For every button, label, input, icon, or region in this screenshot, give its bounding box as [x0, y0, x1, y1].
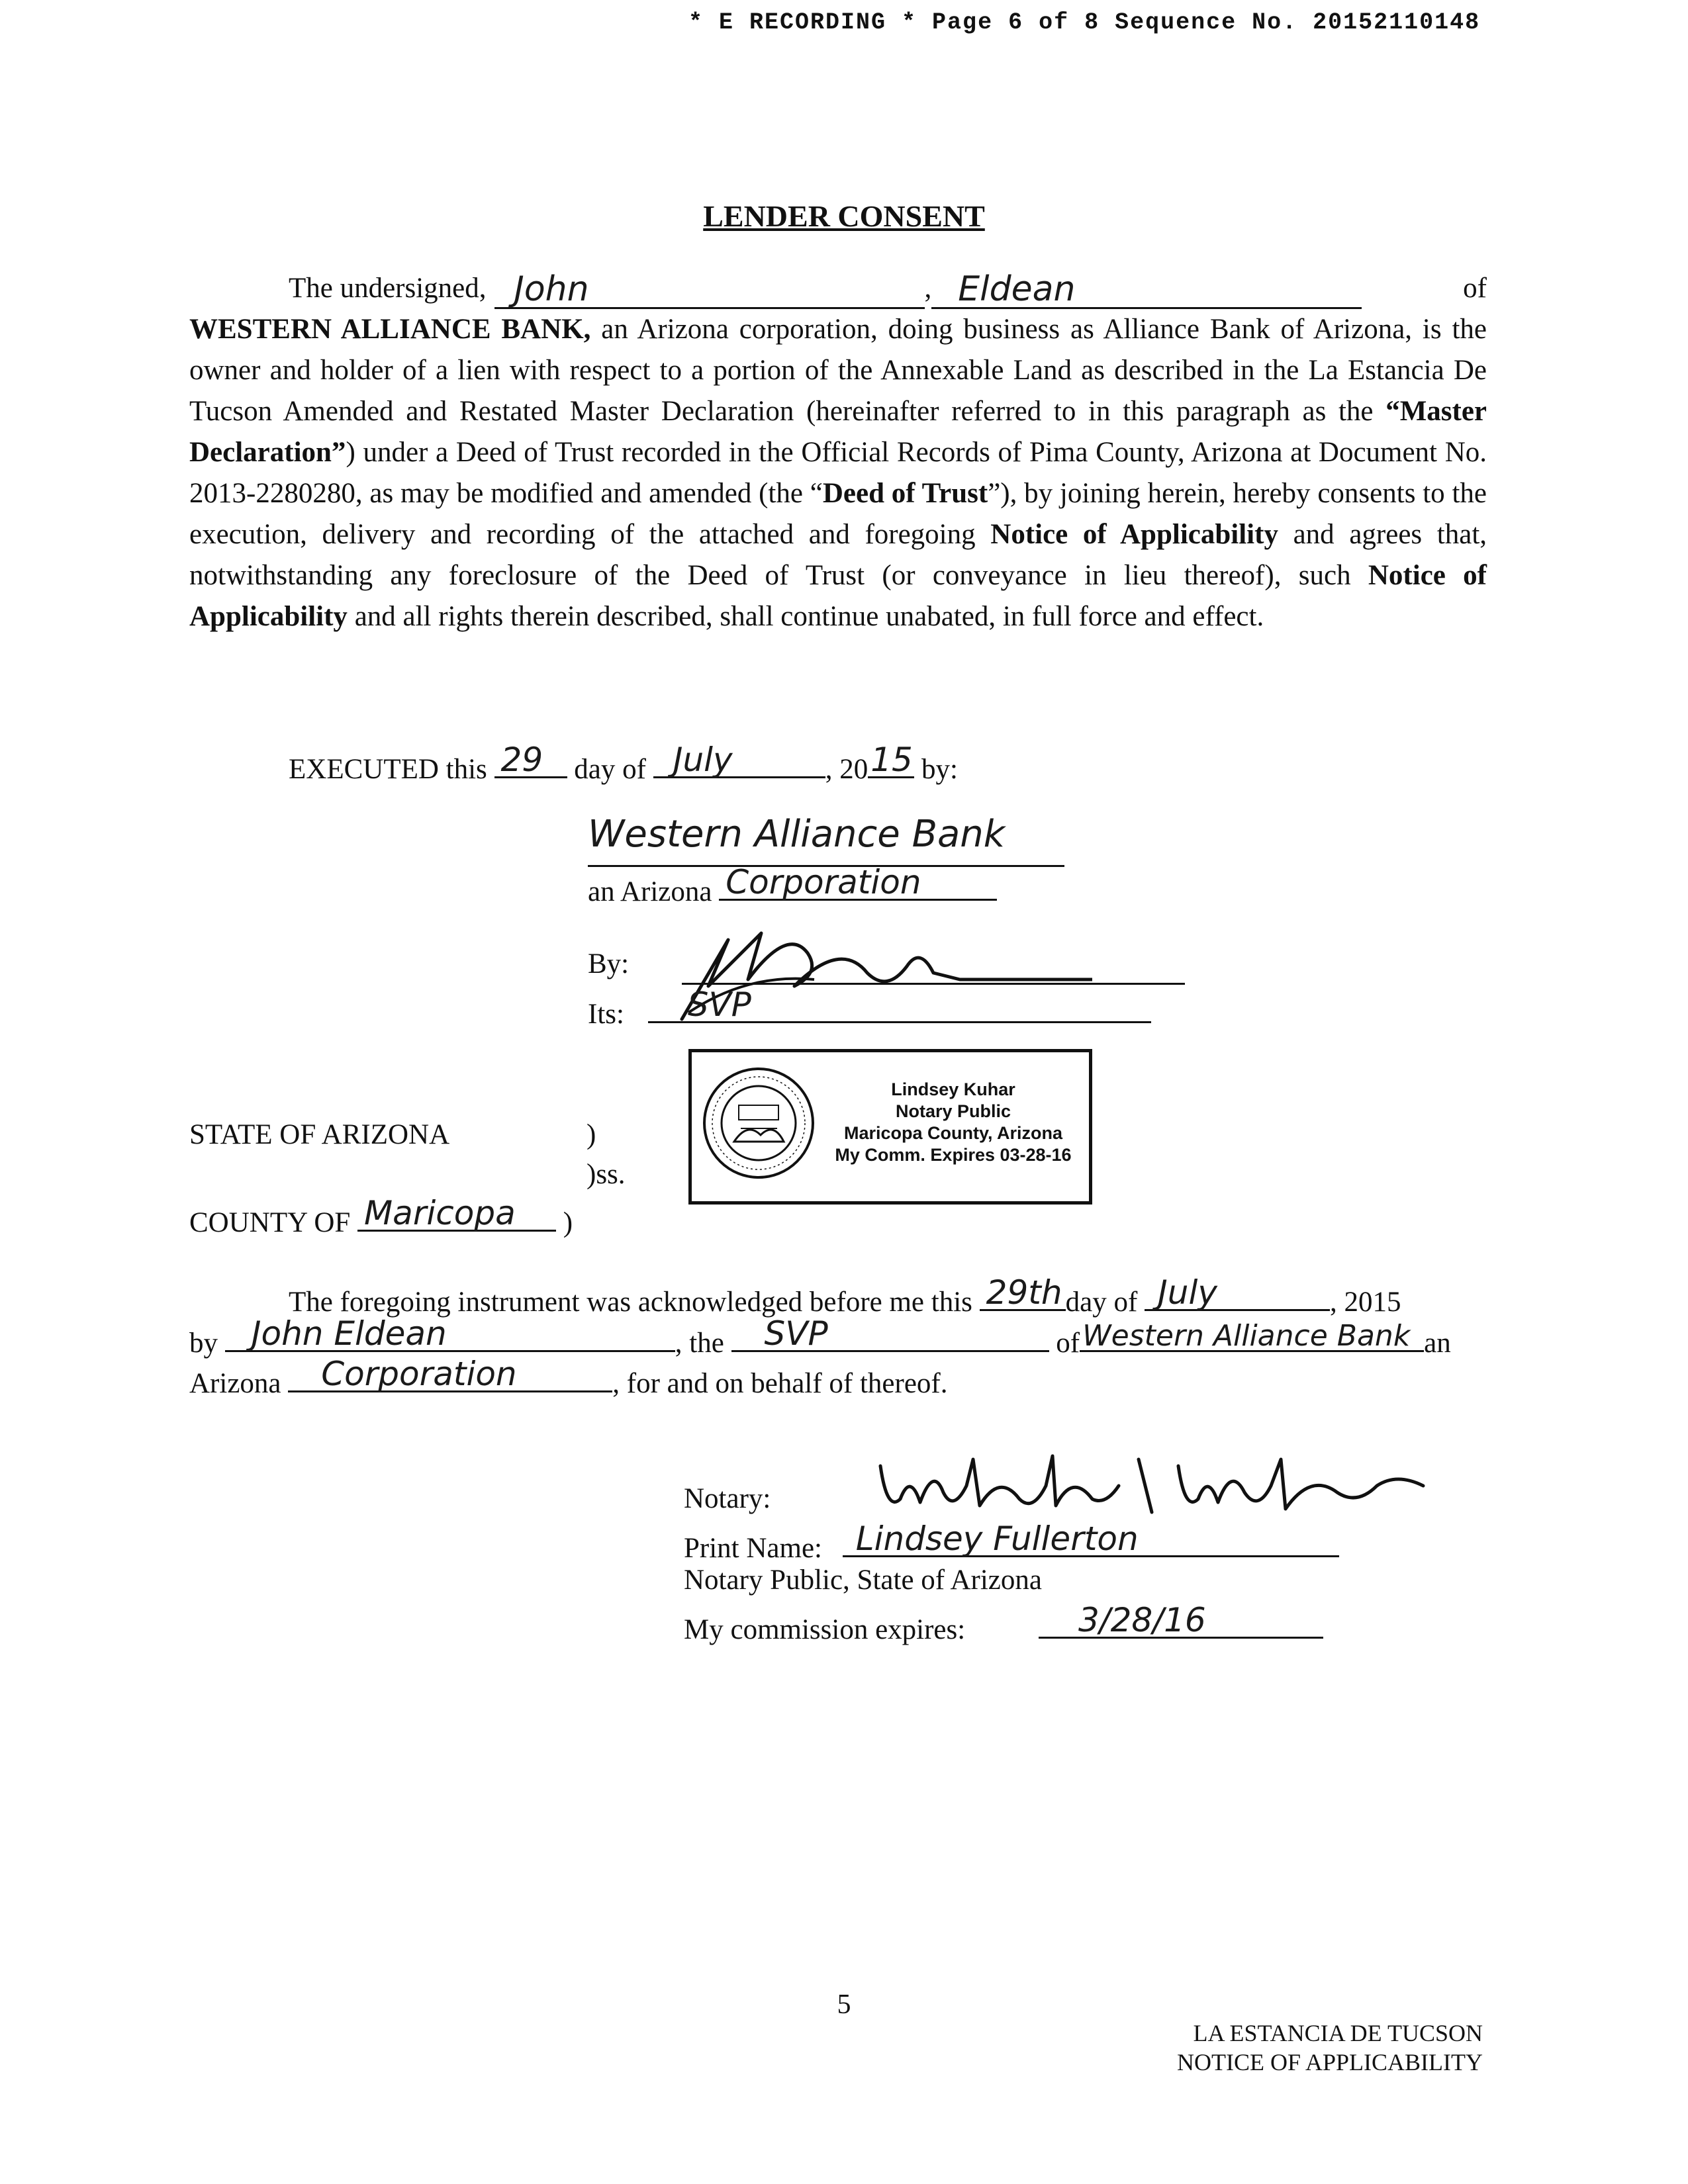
ack-day-of: day of [1065, 1287, 1138, 1318]
notary-label: Notary: [684, 1483, 771, 1514]
ack-day-field [980, 1273, 1066, 1312]
ack-day-handwritten: 29th [986, 1273, 1062, 1312]
ack-an-label: an [1424, 1328, 1451, 1359]
ack-line-1 [289, 1273, 1401, 1318]
state-line: STATE OF ARIZONA [189, 1119, 450, 1150]
consent-body-2: ) under a Deed of Trust recorded in the Official Records of Pima County, Arizona at Document No. 2013-2280280, as may be modified and amended (the “ [189, 437, 1487, 509]
signer-last-field [931, 269, 1362, 309]
signer-first-handwritten: John [514, 269, 589, 309]
ack-title-handwritten: SVP [764, 1314, 828, 1353]
stamp-title: Notary Public [895, 1101, 1011, 1121]
consent-body [189, 309, 1487, 637]
notary-stamp [688, 1049, 1092, 1205]
expires-label: My commission expires: [684, 1614, 966, 1645]
stamp-county: Maricopa County, Arizona [843, 1123, 1063, 1143]
undersigned-of: of [1463, 273, 1487, 304]
consent-body-3: ”), by joining herein, hereby consents to the execution, delivery and recording of the attached and foregoing [189, 478, 1487, 550]
state-paren: ) [586, 1119, 596, 1150]
print-name-label: Print Name: [684, 1533, 822, 1564]
executed-by: by: [921, 754, 958, 785]
stamp-name: Lindsey Kuhar [891, 1079, 1015, 1099]
document-title: LENDER CONSENT [703, 199, 985, 233]
an-arizona-label: an Arizona [588, 876, 712, 907]
ack-by-label: by [189, 1328, 218, 1359]
recording-header: * E RECORDING * Page 6 of 8 Sequence No. 20152110148 [688, 9, 1481, 36]
ack-line-2 [189, 1314, 1451, 1359]
executed-year-prefix: , 20 [825, 754, 868, 785]
executed-day-field [494, 741, 567, 779]
ack-arizona-label: Arizona [189, 1368, 281, 1399]
its-field [648, 985, 1151, 1024]
executed-line [289, 741, 958, 786]
undersigned-intro: The undersigned, [289, 273, 487, 304]
footer-line-2: NOTICE OF APPLICABILITY [1176, 2049, 1483, 2075]
ack-line-3 [189, 1355, 948, 1400]
print-name-field [843, 1520, 1339, 1558]
master-declaration-term: “Master Declaration” [189, 396, 1487, 468]
expires-line [684, 1601, 1323, 1646]
entity-handwritten: Western Alliance Bank [588, 813, 1006, 856]
county-paren: ) [563, 1207, 573, 1238]
ack-by-handwritten: John Eldean [251, 1314, 447, 1353]
notary-seal-icon [701, 1066, 817, 1181]
consent-body-5: and all rights therein described, shall continue unabated, in full force and effect. [347, 601, 1264, 632]
ack-title-field [731, 1314, 1049, 1353]
print-name-handwritten: Lindsey Fullerton [855, 1520, 1139, 1558]
ack-entity-field [1080, 1318, 1424, 1352]
ack-entity-handwritten: Western Alliance Bank [1082, 1319, 1411, 1353]
its-handwritten: SVP [687, 985, 751, 1024]
document-footer [1059, 2019, 1483, 2077]
ss-label: )ss. [586, 1159, 626, 1190]
signer-first-field [494, 269, 925, 309]
page-number: 5 [837, 1989, 851, 2020]
executed-month-handwritten: July [673, 741, 733, 779]
executed-month-field [653, 741, 825, 779]
executed-day-of: day of [574, 754, 646, 785]
notary-signature [874, 1446, 1443, 1525]
ack-month-field [1145, 1273, 1330, 1312]
ack-by-field [225, 1314, 675, 1353]
notice-term-1: Notice of Applicability [990, 519, 1278, 550]
expires-field [1039, 1601, 1323, 1639]
executed-year-field [868, 741, 914, 779]
bank-name: WESTERN ALLIANCE BANK, [189, 314, 591, 345]
ack-the-label: , the [675, 1328, 724, 1359]
consent-body-4: and agrees that, notwithstanding any foreclosure of the Deed of Trust (or conveyance in lieu thereof), such [189, 519, 1487, 591]
ack-tail: , for and on behalf of thereof. [612, 1368, 948, 1399]
county-field [357, 1194, 556, 1232]
county-label: COUNTY OF [189, 1207, 351, 1238]
its-label: Its: [588, 999, 624, 1030]
stamp-expiration: My Comm. Expires 03-28-16 [835, 1145, 1072, 1165]
consent-body-1: an Arizona corporation, doing business as Alliance Bank of Arizona, is the owner and holder of a lien with respect to a portion of the Annexable Land as described in the La Estancia De Tucson Amended and Restated Master Declaration (hereinafter referred to in this paragraph as the [189, 314, 1487, 427]
by-label: By: [588, 948, 630, 979]
expires-handwritten: 3/28/16 [1078, 1601, 1206, 1639]
ack-entity-type-field [288, 1355, 612, 1393]
county-line [189, 1194, 573, 1239]
footer-line-1: LA ESTANCIA DE TUCSON [1193, 2020, 1483, 2046]
consent-paragraph [189, 268, 1487, 637]
ack-entity-type-handwritten: Corporation [321, 1355, 517, 1393]
notary-stamp-text [824, 1079, 1082, 1166]
county-handwritten: Maricopa [364, 1194, 516, 1232]
ack-text: The foregoing instrument was acknowledged before me this [289, 1287, 972, 1318]
entity-type-field [719, 863, 997, 901]
ack-of-label: of [1056, 1328, 1080, 1359]
notice-term-2: Notice of Applicability [189, 560, 1487, 632]
undersigned-line: The undersigned, John , Eldean of [289, 269, 1487, 309]
an-arizona-line [588, 863, 997, 908]
deed-of-trust-term: Deed of Trust [822, 478, 988, 509]
its-line [588, 985, 1151, 1030]
executed-day-handwritten: 29 [500, 741, 543, 779]
executed-label: EXECUTED this [289, 754, 487, 785]
notary-public-line: Notary Public, State of Arizona [684, 1565, 1042, 1596]
print-name-line [684, 1520, 1339, 1565]
ack-year: , 2015 [1330, 1287, 1401, 1318]
ack-month-handwritten: July [1158, 1273, 1217, 1312]
signer-last-handwritten: Eldean [958, 269, 1076, 309]
executed-year-handwritten: 15 [870, 741, 913, 779]
entity-type-handwritten: Corporation [726, 863, 921, 901]
